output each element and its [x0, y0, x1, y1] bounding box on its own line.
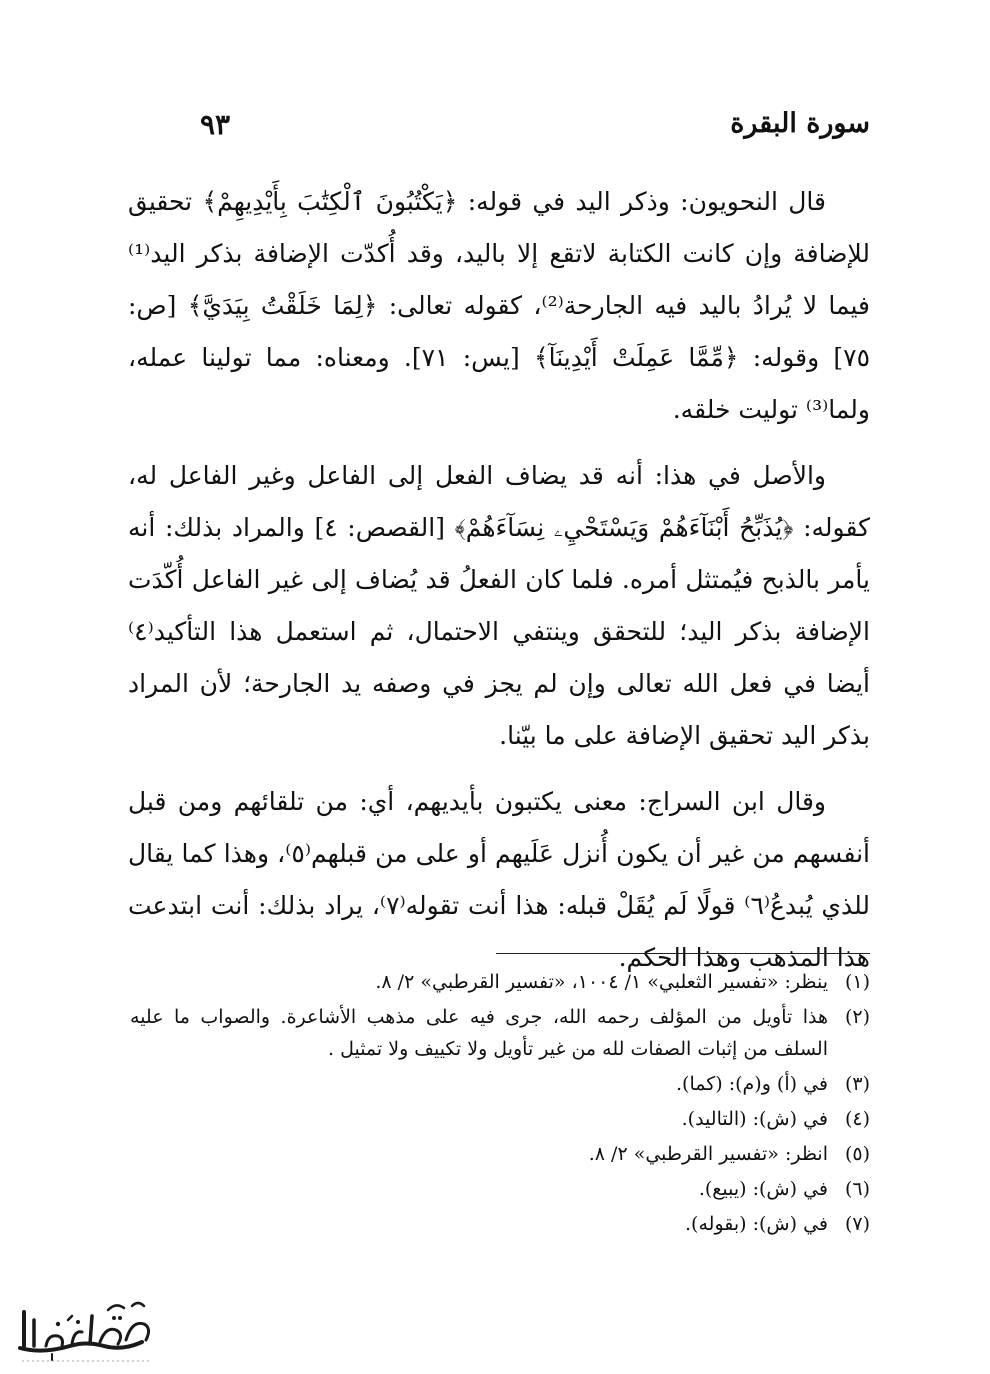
footnote-number: (٢): [844, 1006, 870, 1028]
footnote-number: (٦): [844, 1178, 870, 1200]
footnotes: [130, 966, 870, 1243]
footnote-text: انظر: «تفسير القرطبي» ٢/ ٨.: [588, 1143, 828, 1165]
paragraph: وقال ابن السراج: معنى يكتبون بأيديهم، أي: من تلقائهم ومن قبل أنفسهم من غير أن يكون أُنزل عَلَيهم أو على من قبلهم⁽٥⁾، وهذا كما يقال للذي يُبدعُ⁽٦⁾ قولًا لَم يُقَلْ قبله: هذا أنت تقوله⁽٧⁾، يراد بذلك: أنت ابتدعت هذا المذهب وهذا الحكم.: [128, 787, 871, 972]
footnote-item: [130, 1103, 870, 1135]
footnote-divider: [496, 953, 870, 954]
footnote-item: [130, 1208, 870, 1240]
calligraphy-logo: [12, 1290, 162, 1368]
footnote-number: (٣): [844, 1073, 870, 1095]
footnote-item: [130, 1138, 870, 1170]
footnote-item: [130, 966, 870, 998]
footnote-text: في (ش): (يبيع).: [698, 1178, 828, 1200]
footnote-number: (١): [844, 971, 870, 993]
footnote-text: في (أ) و(م): (كما).: [676, 1073, 828, 1095]
footnote-text: ينظر: «تفسير الثعلبي» ١/ ١٠٠٤، «تفسير القرطبي» ٢/ ٨.: [375, 971, 828, 993]
footnote-number: (٤): [844, 1108, 870, 1130]
footnote-item: [130, 1001, 870, 1065]
surah-title: سورة البقرة: [730, 108, 870, 139]
footnote-text: هذا تأويل من المؤلف رحمه الله، جرى فيه على مذهب الأشاعرة. والصواب ما عليه السلف من إثبات الصفات لله من غير تأويل ولا تكييف ولا تمثيل .: [130, 1006, 828, 1060]
paragraph: والأصل في هذا: أنه قد يضاف الفعل إلى الفاعل وغير الفاعل له، كقوله: ﴿يُذَبِّحُ أَبْنَآءَهُمْ وَيَسْتَحْيِۦ نِسَآءَهُمْ﴾ [القصص: ٤] والمراد بذلك: أنه يأمر بالذبح فيُمتثل أمره. فلما كان الفعلُ قد يُضاف إلى غير الفاعل أُكّدَت الإضافة بذكر اليد؛ للتحقق وينتفي الاحتمال، ثم استعمل هذا التأكيد⁽٤⁾ أيضا في فعل الله تعالى وإن لم يجز في وصفه يد الجارحة؛ لأن المراد بذكر اليد تحقيق الإضافة على ما بيّنا.: [128, 461, 870, 750]
page-number: ٩٣: [200, 108, 231, 141]
paragraph: قال النحويون: وذكر اليد في قوله: ﴿يَكْتُبُونَ ٱلْكِتَٰبَ بِأَيْدِيهِمْ﴾ تحقيق للإضافة وإن كانت الكتابة لاتقع إلا باليد، وقد أُكدّت الإضافة بذكر اليد⁽¹⁾ فيما لا يُرادُ باليد فيه الجارحة⁽²⁾، كقوله تعالى: ﴿لِمَا خَلَقْتُ بِيَدَيَّ﴾ [ص: ٧٥] وقوله: ﴿مِّمَّا عَمِلَتْ أَيْدِينَآ﴾ [يس: ٧١]. ومعناه: مما تولينا عمله، ولما⁽³⁾ توليت خلقه.: [128, 187, 870, 424]
footnote-item: [130, 1173, 870, 1205]
footnote-text: في (ش): (بقوله).: [685, 1213, 828, 1235]
footnote-number: (٧): [844, 1213, 870, 1235]
page-header: [130, 108, 870, 152]
main-text: [128, 176, 870, 984]
footnote-number: (٥): [844, 1143, 870, 1165]
footnote-item: [130, 1068, 870, 1100]
footnote-text: في (ش): (التاليد).: [681, 1108, 828, 1130]
